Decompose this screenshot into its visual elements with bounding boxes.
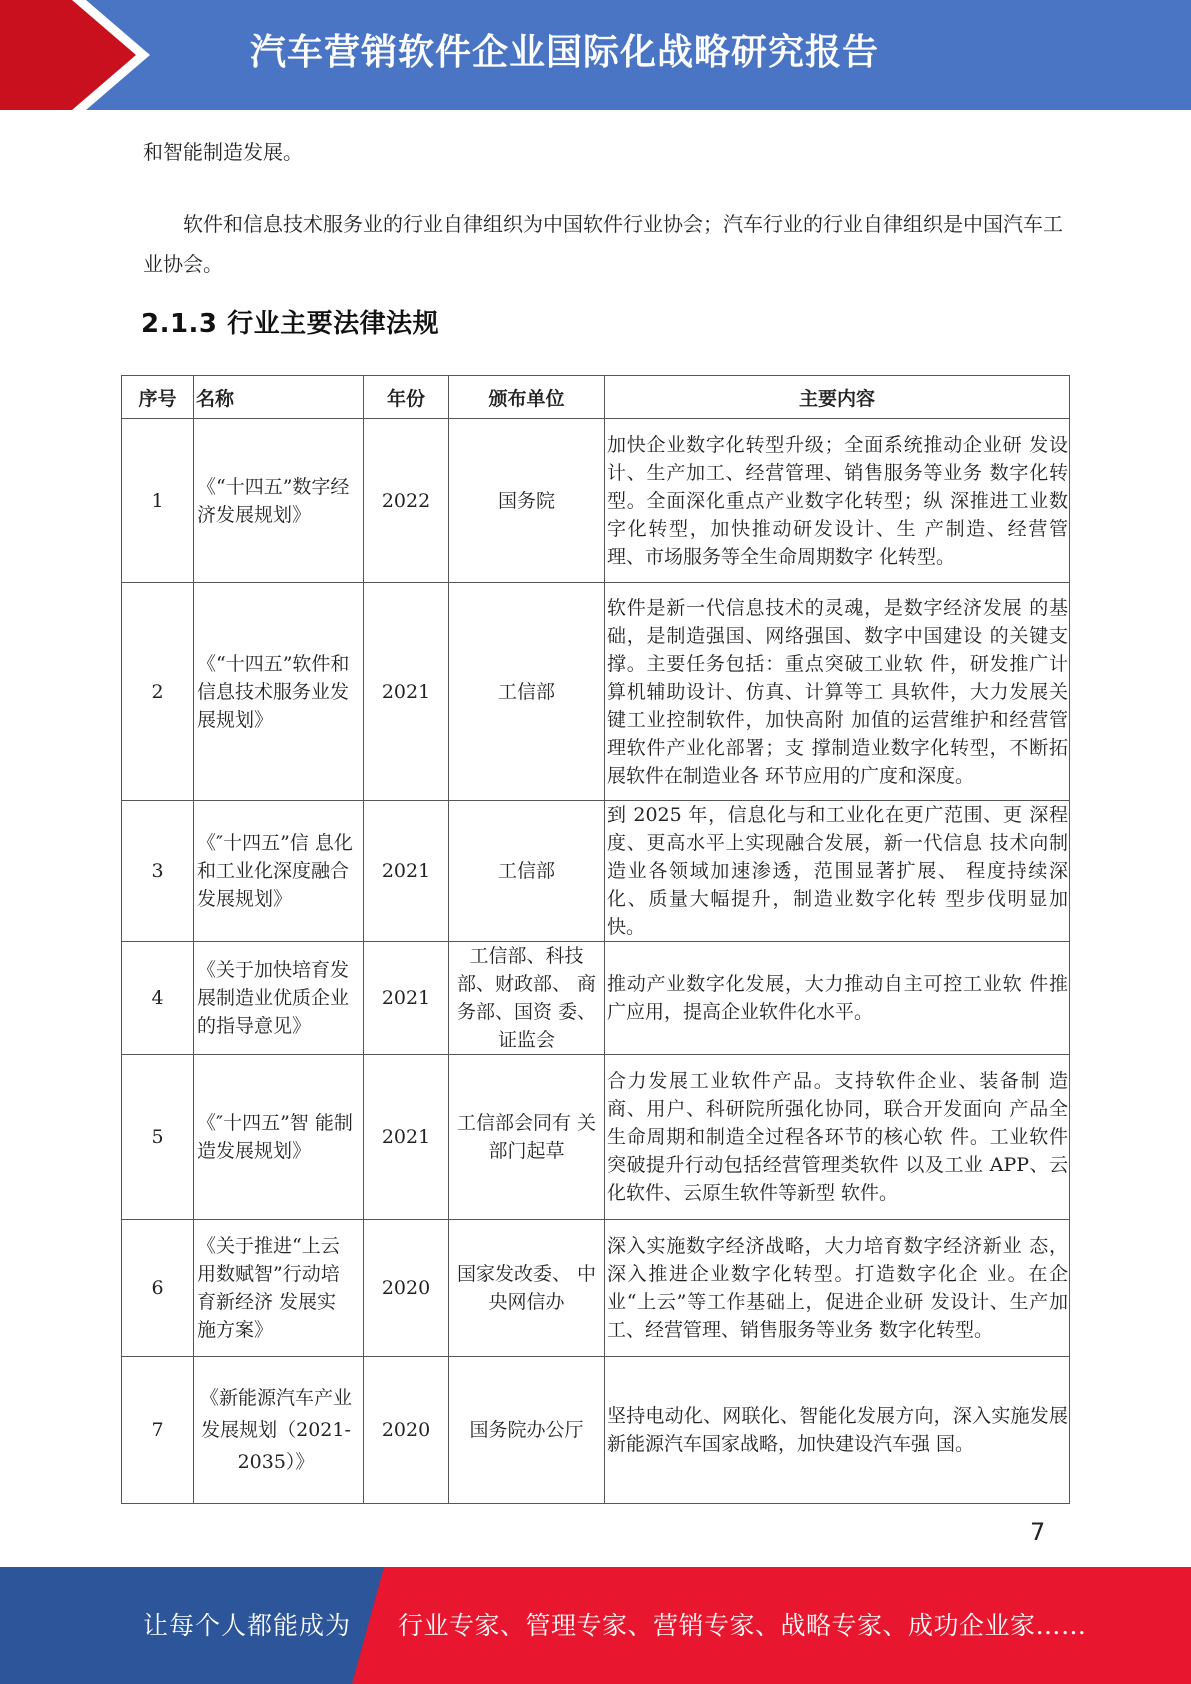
row-content (605, 1357, 1070, 1504)
row-org: 工信部会同有 关部门起草 (449, 1055, 605, 1220)
row-name: 《关于推进“上云用数赋智”行动培育新经济 发展实施方案》 (194, 1220, 364, 1357)
row-year: 2021 (364, 942, 449, 1055)
header-org: 颁布单位 (449, 376, 605, 419)
row-name: 《“十四五”数字经济发展规划》 (194, 419, 364, 583)
row-org: 国务院 (449, 419, 605, 583)
row-content (605, 1220, 1070, 1357)
row-org: 工信部 (449, 801, 605, 942)
row-year: 2020 (364, 1220, 449, 1357)
row-year: 2020 (364, 1357, 449, 1504)
row-content-text: 深入实施数字经济战略，大力培育数字经济新业 态，深入推进企业数字化转型。打造数字化企 业。在企业“上云”等工作基础上，促进企业研 发设计、生产加工、经营管理、销售服务等业务 数字化转型。 (607, 1235, 1068, 1341)
row-number: 2 (122, 583, 194, 801)
row-name: 《″十四五”智 能制造发展规划》 (194, 1055, 364, 1220)
row-number: 7 (122, 1357, 194, 1504)
row-content-text: 推动产业数字化发展，大力推动自主可控工业软 件推广应用，提高企业软件化水平。 (607, 973, 1068, 1023)
report-title: 汽车营销软件企业国际化战略研究报告 (250, 32, 880, 73)
row-number: 5 (122, 1055, 194, 1220)
row-content-text: 合力发展工业软件产品。支持软件企业、装备制 造商、用户、科研院所强化协同，联合开发面向 产品全生命周期和制造全过程各环节的核心软 件。工业软件突破提升行动包括经营管理类软件 以及工业 APP、云化软件、云原生软件等新型 软件。 (607, 1070, 1068, 1204)
row-number: 6 (122, 1220, 194, 1357)
page-header (0, 0, 1191, 110)
table-row (122, 419, 1070, 583)
row-org: 国家发改委、 中央网信办 (449, 1220, 605, 1357)
row-content-text: 坚持电动化、网联化、智能化发展方向，深入实施发展新能源汽车国家战略，加快建设汽车强 国。 (607, 1405, 1068, 1455)
row-content-text: 加快企业数字化转型升级；全面系统推动企业研 发设计、生产加工、经营管理、销售服务等业务 数字化转型。全面深化重点产业数字化转型；纵 深推进工业数字化转型，加快推动研发设计、生 产制造、经营管理、市场服务等全生命周期数字 化转型。 (607, 433, 1068, 568)
laws-table (121, 375, 1070, 1504)
row-name: 《关于加快培育发展制造业优质企业的指导意见》 (194, 942, 364, 1055)
row-year: 2021 (364, 801, 449, 942)
page-footer (0, 1567, 1191, 1684)
table-row (122, 1055, 1070, 1220)
row-content (605, 942, 1070, 1055)
section-heading: 2.1.3 行业主要法律法规 (141, 309, 440, 339)
row-name: 《“十四五”软件和信息技术服务业发展规划》 (194, 583, 364, 801)
header-name: 名称 (194, 376, 364, 419)
header-content: 主要内容 (605, 376, 1070, 419)
row-year: 2021 (364, 583, 449, 801)
row-content (605, 419, 1070, 583)
row-org: 国务院办公厅 (449, 1357, 605, 1504)
row-year: 2022 (364, 419, 449, 583)
row-number: 4 (122, 942, 194, 1055)
footer-slogan-lead: 让每个人都能成为 (143, 1611, 352, 1640)
row-content-text: 到 2025 年，信息化与和工业化在更广范围、更 深程度、更高水平上实现融合发展，新一代信息 技术向制造业各领域加速渗透，范围显著扩展、 程度持续深化、质量大幅提升，制造业数字化转 型步伐明显加快。 (607, 804, 1068, 938)
row-number: 1 (122, 419, 194, 583)
header-year: 年份 (364, 376, 449, 419)
table-row (122, 1220, 1070, 1357)
row-content-text: 软件是新一代信息技术的灵魂，是数字经济发展 的基础，是制造强国、网络强国、数字中国建设 的关键支撑。主要任务包括：重点突破工业软 件，研发推广计算机辅助设计、仿真、计算等工 具软件，大力发展关键工业控制软件，加快高附 加值的运营维护和经营管理软件产业化部署；支 撑制造业数字化转型，不断拓展软件在制造业各 环节应用的广度和深度。 (607, 596, 1068, 787)
row-name: 《″十四五”信 息化和工业化深度融合发展规划》 (194, 801, 364, 942)
footer-slogan-roles: 行业专家、管理专家、营销专家、战略专家、成功企业家…… (398, 1611, 1087, 1640)
table-row (122, 942, 1070, 1055)
table-row (122, 801, 1070, 942)
paragraph-self-regulation: 软件和信息技术服务业的行业自律组织为中国软件行业协会；汽车行业的行业自律组织是中国汽车工业协会。 (143, 212, 1063, 276)
row-year: 2021 (364, 1055, 449, 1220)
row-org: 工信部 (449, 583, 605, 801)
header-no: 序号 (122, 376, 194, 419)
row-number: 3 (122, 801, 194, 942)
table-row (122, 1357, 1070, 1504)
paragraph-continued: 和智能制造发展。 (143, 140, 303, 164)
row-name: 《新能源汽车产业发展规划（2021-2035）》 (194, 1357, 364, 1504)
row-content (605, 1055, 1070, 1220)
row-content (605, 801, 1070, 942)
row-content (605, 583, 1070, 801)
row-org: 工信部、科技部、财政部、 商务部、国资 委、证监会 (449, 942, 605, 1055)
table-header-row (122, 376, 1070, 419)
page-number: 7 (1030, 1518, 1046, 1546)
table-row (122, 583, 1070, 801)
